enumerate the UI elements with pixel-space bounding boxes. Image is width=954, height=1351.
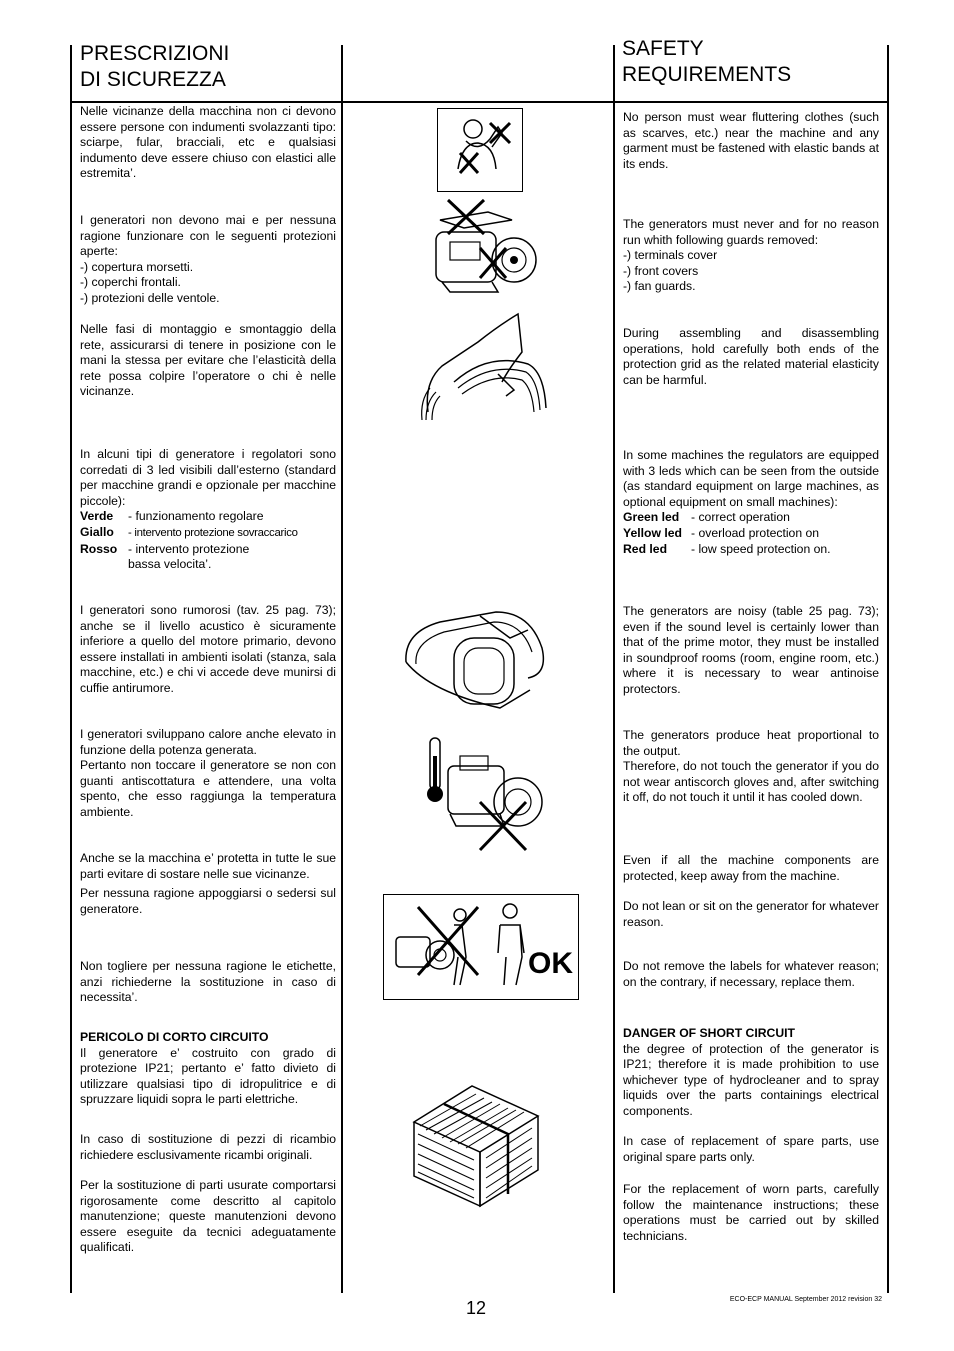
ear-protectors-icon	[400, 608, 550, 714]
left-p1: Nelle vicinanze della macchina non ci devono essere persone con indumenti svolazzanti tipo: sciarpe, fular, bracciali, etc e qualsiasi indumento deve essere chiuso con elastici alle estremita’.	[80, 104, 336, 181]
led-label: Verde	[80, 509, 114, 524]
frame-mid-right-line	[613, 45, 615, 1293]
page-number: 12	[466, 1298, 487, 1318]
led-label: Green led	[623, 510, 680, 525]
right-p4-text: In some machines the regulators are equipped with 3 leds which can be seen from the outside (as standard equipment on large machines, as optional equipment on small machines):	[623, 448, 879, 509]
left-p2-item: -) copertura morsetti.	[80, 259, 194, 274]
left-p9-text: Il generatore e’ costruito con grado di protezione IP21; pertanto e’ fatto divieto di utilizzare qualsiasi tipo di idropulitrice e di spruzzare liquidi sopra le parti elettriche.	[80, 1045, 336, 1107]
right-p5: The generators are noisy (table 25 pag. 73); even if the sound level is certainly lower than that of the prime motor, they must be installed in soundproof rooms (room, engine room, etc.) where it is necessary to wear antinoise protectors.	[623, 604, 879, 696]
right-p10: In case of replacement of spare parts, use original spare parts only.	[623, 1134, 879, 1164]
right-p2	[623, 217, 879, 295]
right-p11: For the replacement of worn parts, carefully follow the maintenance instructions; these operations must be carried out by skilled technicians.	[623, 1182, 879, 1243]
led-label: Yellow led	[623, 525, 682, 540]
right-p8: Do not remove the labels for whatever reason; on the contrary, if necessary, replace them.	[623, 959, 879, 989]
led-text: - intervento protezione bassa velocita’.	[128, 541, 250, 572]
left-p6-text: I generatori sviluppano calore anche elevato in funzione della potenza generata.	[80, 727, 336, 757]
right-p9-text: the degree of protection of the generator is IP21; therefore it is made prohibition to use whichever type of hydrocleaner and to spray liquids over the parts containings electrical components.	[623, 1041, 879, 1118]
right-p7	[623, 853, 879, 930]
led-text: - correct operation	[691, 510, 790, 525]
led-row-green	[623, 510, 879, 526]
header-divider	[70, 101, 888, 103]
left-p2-text: I generatori non devono mai e per nessuna ragione funzionare con le seguenti protezioni aperte:	[80, 213, 336, 259]
left-p10: In caso di sostituzione di pezzi di ricambio richiedere esclusivamente ricambi originali.	[80, 1132, 336, 1162]
hot-generator-icon	[420, 736, 548, 854]
led-label: Giallo	[80, 524, 114, 539]
hands-grid-icon	[418, 312, 550, 422]
left-title-line1: PRESCRIZIONI	[80, 42, 230, 65]
manual-reference: ECO-ECP MANUAL September 2012 revision 32	[729, 1296, 882, 1303]
left-p4	[80, 447, 336, 573]
left-p3: Nelle fasi di montaggio e smontaggio della rete, assicurarsi di tenere in posizione con le mani la stessa per evitare che l’elasticità della rete possa colpire l’operatore o chi è nelle vicinanze.	[80, 322, 336, 399]
right-p6-text: The generators produce heat proportional to the output.	[623, 728, 879, 758]
frame-right-line	[887, 45, 889, 1293]
generator-guards-icon	[428, 198, 538, 300]
keep-away-ok-panel	[383, 894, 579, 1000]
led-text: - funzionamento regolare	[128, 509, 264, 524]
led-row-green	[80, 509, 336, 525]
left-p8: Non togliere per nessuna ragione le etichette, anzi richiederne la sostituzione in caso di necessita’.	[80, 959, 336, 1005]
left-p6	[80, 727, 336, 821]
spare-parts-box-icon	[410, 1082, 542, 1208]
right-title	[622, 36, 791, 88]
led-text: - overload protection on	[691, 525, 820, 540]
left-p2-item: -) coperchi frontali.	[80, 275, 181, 290]
led-text: - intervento protezione sovraccarico	[128, 526, 298, 539]
right-p3: During assembling and disassembling operations, hold carefully both ends of the protection grid as the related material elasticity can be harmful.	[623, 326, 879, 387]
left-p2-item: -) protezioni delle ventole.	[80, 290, 220, 305]
right-p2-item: -) fan guards.	[623, 279, 696, 294]
left-p7	[80, 851, 336, 917]
frame-mid-left-line	[341, 45, 343, 1293]
right-p6	[623, 728, 879, 806]
right-p9-title: DANGER OF SHORT CIRCUIT	[623, 1026, 795, 1040]
frame-left-line	[70, 45, 72, 1293]
led-row-red	[623, 542, 879, 558]
led-label: Red led	[623, 541, 668, 556]
right-p9	[623, 1026, 879, 1120]
right-title-line2: REQUIREMENTS	[622, 63, 792, 86]
left-p11: Per la sostituzione di parti usurate comportarsi rigorosamente come descritto al capitolo manutenzione; queste manutenzioni devono essere eseguite da tecnici adeguatamente qualificati.	[80, 1178, 336, 1255]
right-p1: No person must wear fluttering clothes (such as scarves, etc.) near the machine and any garment must be fastened with elastic bands at its ends.	[623, 110, 879, 171]
led-row-red	[80, 542, 336, 573]
led-row-yellow	[80, 525, 336, 542]
right-title-line1: SAFETY	[622, 37, 704, 60]
left-p5: I generatori sono rumorosi (tav. 25 pag. 73); anche se il livello acustico è sicuramente inferiore a quello del motore primario, devono essere installati in ambienti isolati (stanza, sala macchine, etc.) e chi vi accede deve munirsi di cuffie antirumore.	[80, 603, 336, 695]
left-title-line2: DI SICUREZZA	[80, 68, 226, 91]
led-label: Rosso	[80, 541, 118, 556]
left-title	[80, 41, 229, 93]
left-p4-text: In alcuni tipi di generatore i regolatori sono corredati di 3 led visibili dall’esterno (standard per macchine grandi e opzionale per macchine piccole):	[80, 447, 336, 508]
right-p6b-text: Therefore, do not touch the generator if you do not wear antiscorch gloves and, after switching it off, do not touch it until it has cooled down.	[623, 759, 879, 805]
right-p2-text: The generators must never and for no reason run whith following guards removed:	[623, 217, 879, 247]
no-loose-clothing-icon	[437, 108, 523, 192]
left-p9	[80, 1030, 336, 1108]
right-p7-text: Even if all the machine components are protected, keep away from the machine.	[623, 853, 879, 883]
left-p9-title: PERICOLO DI CORTO CIRCUITO	[80, 1030, 269, 1044]
right-p4	[623, 448, 879, 557]
left-p7b-text: Per nessuna ragione appoggiarsi o sedersi sul generatore.	[80, 886, 336, 916]
right-p2-item: -) front covers	[623, 263, 699, 278]
left-p7-text: Anche se la macchina e’ protetta in tutte le sue parti evitare di sostare nelle sue vicinanze.	[80, 851, 336, 881]
led-row-yellow	[623, 526, 879, 542]
right-p2-item: -) terminals cover	[623, 248, 718, 263]
ok-label: OK	[528, 947, 573, 980]
left-p2	[80, 213, 336, 307]
right-p7b-text: Do not lean or sit on the generator for whatever reason.	[623, 899, 879, 929]
led-text: - low speed protection on.	[691, 541, 831, 556]
left-p6b-text: Pertanto non toccare il generatore se non con guanti antiscottatura e attendere, una volta spento, che esso raggiunga la temperatura ambiente.	[80, 758, 336, 819]
